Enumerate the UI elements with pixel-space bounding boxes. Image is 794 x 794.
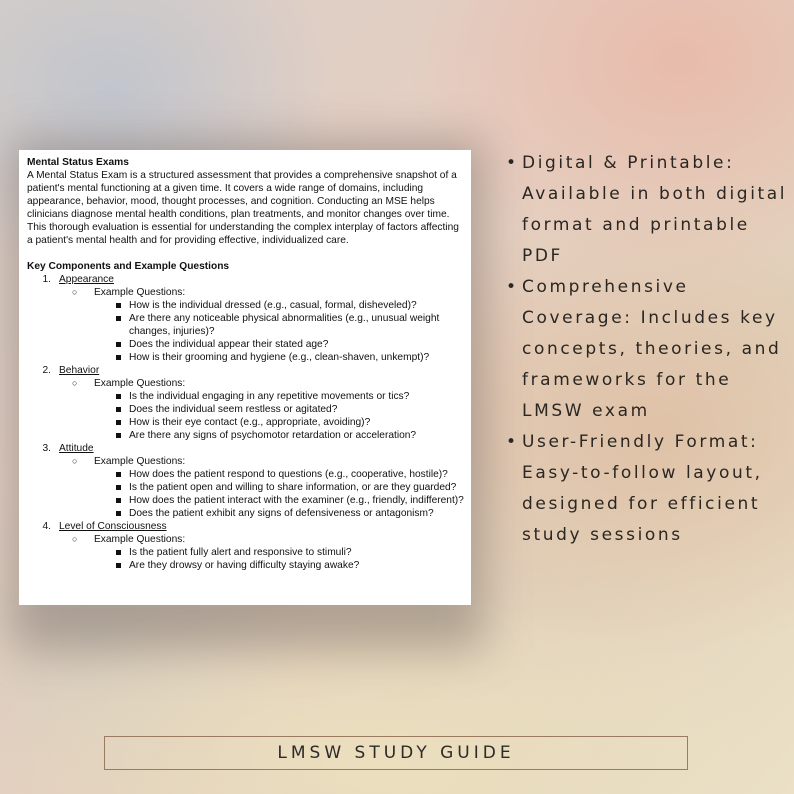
study-guide-banner: [104, 736, 688, 770]
question-item: [27, 416, 465, 429]
item-number: 3.: [42, 443, 51, 454]
question-item: [27, 351, 465, 364]
question-item: [27, 429, 465, 442]
intro-line: appearance, behavior, mood, thought processes, and cognition. Conducting an MSE helps: [27, 196, 435, 207]
sub-label: Example Questions:: [94, 534, 186, 545]
section-title: Key Components and Example Questions: [27, 261, 230, 272]
square-bullet-icon: [115, 468, 129, 481]
sub-label: Example Questions:: [94, 287, 186, 298]
feature-list: [506, 148, 791, 551]
square-bullet-icon: [115, 416, 129, 429]
sub-heading: [27, 455, 465, 468]
component-item: [27, 273, 465, 286]
question-text: How does the patient interact with the examiner (e.g., friendly, indifferent)?: [129, 495, 464, 506]
question-item: [27, 299, 465, 312]
square-bullet-icon: [115, 299, 129, 312]
intro-line: A Mental Status Exam is a structured assessment that provides a comprehensive snapshot of a: [27, 170, 457, 181]
intro-line: This thorough evaluation is essential for understanding the complex interplay of factors affecting: [27, 222, 459, 233]
square-bullet-icon: [115, 507, 129, 520]
question-item: [27, 559, 465, 572]
document-preview: [19, 150, 471, 605]
question-text: Does the individual appear their stated age?: [129, 339, 329, 350]
sub-heading: [27, 377, 465, 390]
circle-bullet-icon: ○: [72, 534, 78, 544]
sub-heading: [27, 286, 465, 299]
question-item: [27, 403, 465, 416]
item-number: 1.: [42, 274, 51, 285]
square-bullet-icon: [115, 546, 129, 559]
question-text: Are there any noticeable physical abnormalities (e.g., unusual weight changes, injuries)?: [129, 313, 440, 337]
question-text: Is the patient open and willing to share information, or are they guarded?: [129, 482, 457, 493]
feature-text: User-Friendly Format: Easy-to-follow layout, designed for efficient study sessions: [522, 432, 763, 545]
banner-text: LMSW STUDY GUIDE: [277, 743, 515, 763]
circle-bullet-icon: ○: [72, 456, 78, 466]
feature-text: Comprehensive Coverage: Includes key concepts, theories, and frameworks for the LMSW exam: [522, 277, 782, 421]
document-title: Mental Status Exams: [27, 157, 129, 168]
intro-line: a patient's mental health and for providing effective, individualized care.: [27, 235, 349, 246]
square-bullet-icon: [115, 403, 129, 416]
question-item: [27, 468, 465, 481]
question-text: How is the individual dressed (e.g., casual, formal, disheveled)?: [129, 300, 417, 311]
feature-item: [506, 272, 791, 427]
item-label: Appearance: [59, 274, 114, 285]
question-text: How is their eye contact (e.g., appropriate, avoiding)?: [129, 417, 371, 428]
intro-paragraph: [27, 169, 465, 247]
square-bullet-icon: [115, 351, 129, 364]
square-bullet-icon: [115, 390, 129, 403]
circle-bullet-icon: ○: [72, 287, 78, 297]
intro-line: patient's mental functioning at a given time. It covers a wide range of domains, including: [27, 183, 424, 194]
sub-label: Example Questions:: [94, 378, 186, 389]
component-item: [27, 442, 465, 455]
question-item: [27, 390, 465, 403]
item-label: Level of Consciousness: [59, 521, 167, 532]
sub-heading: [27, 533, 465, 546]
question-item: [27, 481, 465, 494]
component-item: [27, 364, 465, 377]
item-number: 2.: [42, 365, 51, 376]
item-label: Attitude: [59, 443, 94, 454]
feature-item: [506, 148, 791, 272]
square-bullet-icon: [115, 429, 129, 442]
square-bullet-icon: [115, 338, 129, 351]
intro-line: clinicians diagnose mental health conditions, plan treatments, and monitor changes over time.: [27, 209, 450, 220]
bullet-dot-icon: •: [506, 277, 519, 297]
question-text: Is the patient fully alert and responsive to stimuli?: [129, 547, 352, 558]
item-label: Behavior: [59, 365, 100, 376]
feature-item: [506, 427, 791, 551]
component-item: [27, 520, 465, 533]
square-bullet-icon: [115, 481, 129, 494]
question-text: How is their grooming and hygiene (e.g., clean-shaven, unkempt)?: [129, 352, 430, 363]
question-text: Does the individual seem restless or agitated?: [129, 404, 338, 415]
question-text: Are they drowsy or having difficulty staying awake?: [129, 560, 360, 571]
bullet-dot-icon: •: [506, 432, 519, 452]
sub-label: Example Questions:: [94, 456, 186, 467]
square-bullet-icon: [115, 559, 129, 572]
question-text: How does the patient respond to questions (e.g., cooperative, hostile)?: [129, 469, 448, 480]
feature-text: Digital & Printable: Available in both digital format and printable PDF: [522, 153, 788, 266]
question-text: Does the patient exhibit any signs of defensiveness or antagonism?: [129, 508, 434, 519]
question-text: Are there any signs of psychomotor retardation or acceleration?: [129, 430, 417, 441]
item-number: 4.: [42, 521, 51, 532]
question-text: Is the individual engaging in any repetitive movements or tics?: [129, 391, 410, 402]
circle-bullet-icon: ○: [72, 378, 78, 388]
question-item: [27, 494, 465, 507]
square-bullet-icon: [115, 312, 129, 338]
question-item: [27, 338, 465, 351]
question-item: [27, 312, 465, 338]
bullet-dot-icon: •: [506, 153, 519, 173]
question-item: [27, 546, 465, 559]
question-item: [27, 507, 465, 520]
square-bullet-icon: [115, 494, 129, 507]
